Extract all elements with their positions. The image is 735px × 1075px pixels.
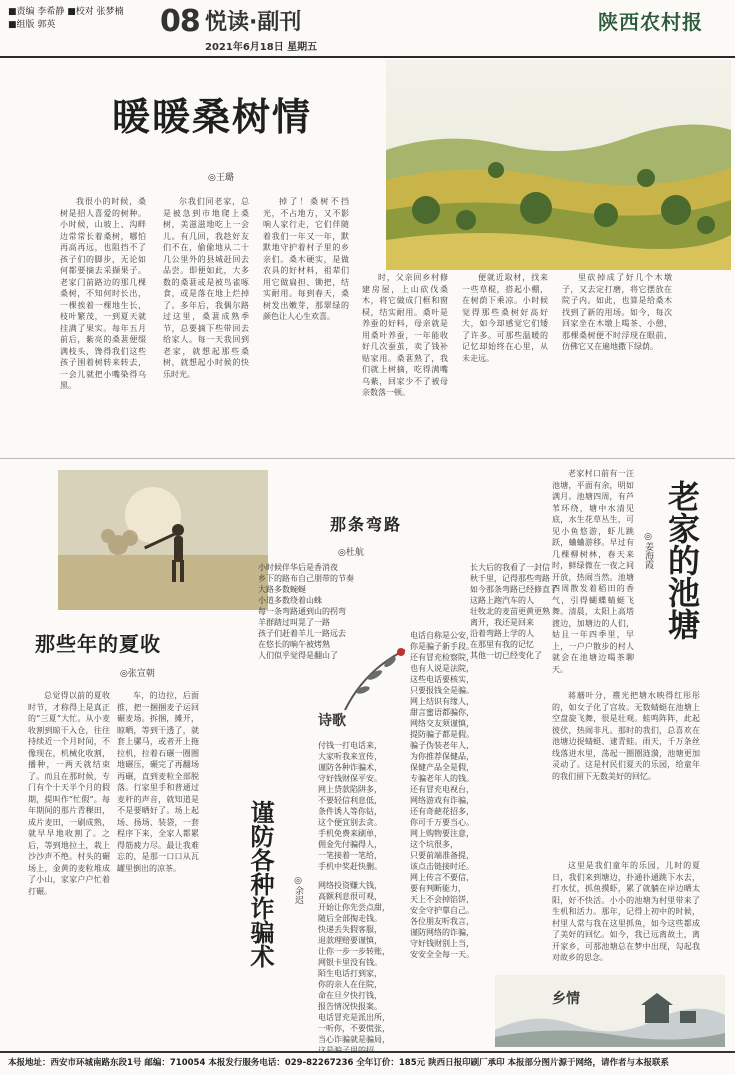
chitang-paragraph: 蒋蘑叶分，禮光把塘水映得红彤彤的，如女子化了宫妆。无数蜻蜓在池塘上空盘旋飞舞，很是壮观。蛙鸣阵阵，此起彼伏，热闹非凡。那时的我们，总喜欢在池塘边捉蜻蜓、逮青蛙。雨天，千万条丝线落进水里，荡起一圈圈涟漪，池塘更加灵动了。这是村民们夏天的乐园，给童年的我们留下无数美好的回忆。	[552, 691, 700, 781]
zhapian-column-1	[318, 740, 398, 872]
sang-paragraph: 我很小的时候，桑树是招人喜爱的树种。小时候，山坡上、沟畔边常常长着桑树，哪怕再高再远，也阻挡不了孩子们的脚步，无论如何都要摘去采撷果子。老家门前路边的那几棵桑树，不知何时长出，一棵挨着一棵地生长，枝叶繁茂，一到夏天就挂满了果实。每年五月前后，紫亮的桑葚便缀满枝头，馋得我们这些孩子围着树转来转去，一会儿就把小嘴染得乌黑。	[60, 197, 146, 390]
poem-line: 付钱一打电话来，	[318, 741, 382, 750]
poem-line: 在悠长的晌午被烤熟	[258, 640, 330, 649]
poem-line: 这个坑很多，	[410, 840, 458, 849]
poem-line: 守好钱财保平安。	[318, 774, 382, 783]
article-title-sang: 暖暖桑树情	[112, 95, 313, 139]
poem-line: 离开，我还是回来	[470, 618, 534, 627]
poem-line: 甜言蜜语都骗你，	[410, 708, 474, 717]
sang-paragraph: 里砍掉成了好几个木墩子，又去定打磨，将它摆放在院子内。如此，也算是给桑木找到了新的用场。如今，每次回家坐在木墩上喝茶、小憩，那棵桑树便不时浮现在眼前，仿佛它又在遍地撒下绿荫。	[562, 273, 672, 351]
poem-line: 各位朋友听我言，	[410, 917, 474, 926]
article-title-wanlu: 那条弯路	[330, 515, 403, 534]
sang-column-3	[263, 196, 349, 451]
poem-line: 在那里有我的记忆	[470, 640, 534, 649]
poem-line: 陌生电话打到家，	[318, 969, 382, 978]
sang-column-1	[60, 196, 146, 451]
page-number: 08	[160, 4, 200, 39]
sang-paragraph: 尔我们同老家，总是被急到市地爬上桑树，美滋滋地吃上一会儿。有几回，我趁好友们不在，偷偷地从二十几公里外的县城赶回去品尝。即便如此，大多数的桑葚或是被鸟雀啄食，或是落在地上烂掉了。多年后，我偶尔路过这里，桑葚成熟季节，总要摘下些带回去给家人。每一天我回到老家，就想起那些桑树，就想起小时候的快乐时光。	[163, 197, 249, 379]
poem-line: 网上贷款陷阱多，	[318, 785, 382, 794]
xiangqing-label: 乡情	[552, 991, 580, 1007]
harvest-illustration	[58, 470, 268, 610]
layout-credit: ■组版 郭英	[8, 20, 56, 30]
poem-line: 只要报钱全是骗。	[410, 686, 474, 695]
masthead-credits	[8, 6, 124, 32]
poem-line: 大路多数蜿蜒	[258, 585, 306, 594]
poem-line: 小时候伴华后是香消夜	[258, 563, 338, 572]
poem-line: 专骗老年人的钱。	[410, 774, 474, 783]
poem-line: 这个便宜别去贪。	[318, 818, 382, 827]
poem-line: 为你推荐保健品，	[410, 752, 474, 761]
section-divider	[0, 458, 735, 459]
poem-line: 羊群踏过叫晃了一路	[258, 618, 330, 627]
sang-paragraph: 掉了！桑树不挡光，不占地方，又不影响人家行走，它们伴随着我们一年又一年，默默地守护着村子里的乡亲们。桑木硬实，是做农具的好材料，祖辈们用它做扁担、锄把，结实耐用。每到春天，桑树发出嫩芽，那翠绿的颜色让人心生欢喜。	[263, 197, 349, 321]
poem-line: 每一条弯路通到山的拐弯	[258, 607, 346, 616]
poem-line: 一笔接着一笔给，	[318, 851, 382, 860]
poem-line: 也有人说是法院，	[410, 664, 474, 673]
xiashou-column-2	[117, 690, 199, 1045]
poem-line: 沿着弯路上学的人	[470, 629, 534, 638]
poem-line: 网络游戏有诈骗，	[410, 796, 474, 805]
article-title-xiashou: 那些年的夏收	[35, 632, 161, 656]
zhapian-column-2	[318, 880, 398, 1056]
poem-line: 壮牧北的麦苗更黄更熟	[470, 607, 550, 616]
poem-line: 人们似乎觉得是翻山了	[258, 651, 338, 660]
poem-line: 安安全全每一天。	[410, 950, 474, 959]
xiashou-paragraph: 总觉得以前的夏收时节，才称得上是真正的“三夏”大忙。从小麦收割到晾干入仓，往往持续近一个月时间，不像现在，机械化收割，播种，一两天就结束了。而且在那时候，专门有个十天半个月的假期，提叫作“忙假”。每年期间的那片青稞田，成片麦田，一刷成熟，就早早地收割了。之后，等到地拉土，栽上沙沙声不绝。村头的碾场上，金黄的麦粒堆成了小山，家家户户忙着打碾。	[28, 691, 110, 896]
poem-line: 你是骗子新手段。	[410, 642, 474, 651]
sang-column-5	[462, 272, 548, 452]
poem-line: 命在旦夕快打钱，	[318, 991, 382, 1000]
poem-line: 大家听我来宣传，	[318, 752, 382, 761]
poem-line: 网上结识有缘人，	[410, 697, 474, 706]
poem-line: 天上不会掉馅饼，	[410, 895, 474, 904]
poem-line: 该点击链接时还。	[410, 862, 474, 871]
poem-line: 电话冒充是派出所，	[318, 1013, 390, 1022]
poem-line: 电话自称是公安，	[410, 631, 474, 640]
poem-line: 还有冒充检察院，	[410, 653, 474, 662]
poem-line: 小道多数绕着山蛛	[258, 596, 322, 605]
byline-xiashou: ◎张宣朝	[120, 669, 155, 679]
poem-line: 骗子伪装老年人，	[410, 741, 474, 750]
poem-line: 只要前端准备提，	[410, 851, 474, 860]
poem-line: 一听你，不要慌张，	[318, 1024, 390, 1033]
sang-column-4	[362, 272, 448, 452]
poem-line: 网络投资赚大钱，	[318, 881, 382, 890]
poem-line: 如今那条弯路已经修直了	[470, 585, 558, 594]
poem-line: 网银卡里没有钱。	[318, 958, 382, 967]
xiashou-column-1	[28, 690, 110, 1045]
poem-line: 守好钱财别上当，	[410, 939, 474, 948]
poem-line: 手机免费来刷单，	[318, 829, 382, 838]
poem-line: 这些电话要核实，	[410, 675, 474, 684]
poem-line: 让你一步一步转账，	[318, 947, 390, 956]
poem-line: 网上传言不要信，	[410, 873, 474, 882]
poem-line: 乡下的路布自己朋带的节奏	[258, 574, 354, 583]
article-title-zhapian: 谨防各种诈骗术	[246, 800, 274, 968]
chitang-paragraph: 老家村口前有一汪池塘，平面有余，明如满月。池塘四周，有芦苇环绕，塘中水清见底，水生花草丛生，可见小鱼悠游，虾儿跳跃，蛐蛐游移。早过有几棵柳树林，春天来时，鲜绿微在一夜之间开放，热闹当然。池塘四周散发着稻田的香气，引得蝴蝶蜻蜓飞舞。清晨，太阳上高塔渡边，加塘边的人们，姑且一年四季里，早上，一户户散步的村人就会在池塘边喝茶聊天。	[552, 469, 634, 674]
chitang-column-1	[552, 468, 634, 686]
issue-date: 2021年6月18日 星期五	[205, 42, 318, 53]
zhapian-column-3	[410, 630, 482, 960]
poem-line: 当心诈骗就是骗局，	[318, 1035, 390, 1044]
poem-line: 秋千里，记得那些弯路	[470, 574, 550, 583]
landscape-illustration	[386, 60, 731, 270]
hometown-illustration	[495, 975, 725, 1047]
paper-logo: 陕西农村报	[598, 10, 703, 34]
poem-line: 谨防网络的诈骗，	[410, 928, 474, 937]
xiashou-paragraph: 车，的边拉，后面推，把一捆捆麦子运回碾麦场。拆捆，摊开，晾晒，等到干透了，就套上骡马，或者开上拖拉机，拉着石碾一圈圈地碾压，碾完了再翻场再碾，直到麦粒全部脱落。行家里手和普通过麦秆的声音，就知道是不是要晒好了。场上起场、扬场、装袋，一套程序下来，全家人都累得筋疲力尽。最让我难忘的，是那一口口从瓦罐里倒出的凉茶。	[117, 691, 199, 873]
poem-line: 安全守护靠自己。	[410, 906, 474, 915]
poem-line: 开始让你先尝点甜，	[318, 903, 390, 912]
sang-column-6	[562, 272, 672, 452]
poem-line: 谨防各种诈骗术，	[318, 763, 382, 772]
poem-line: 还有奇葩花招多，	[410, 807, 474, 816]
poem-line: 还有冒充电视台，	[410, 785, 474, 794]
poem-line: 其他一切已经变化了	[470, 651, 542, 660]
byline-chitang: ◎姜海霞	[643, 532, 653, 569]
poem-line: 条件诱人等你钻，	[318, 807, 382, 816]
poem-line: 随后全部掏走钱。	[318, 914, 382, 923]
poem-line: 保健产品全是假，	[410, 763, 474, 772]
article-title-chitang: 老家的池塘	[663, 480, 701, 640]
poem-line: 快递丢失假客服，	[318, 925, 382, 934]
poem-line: 网络交友须谨慎，	[410, 719, 474, 728]
poem-line: 佣金先付骗得人，	[318, 840, 382, 849]
byline-sang: ◎王璐	[208, 173, 234, 183]
editor-credit: ■责编 李希静 ■校对 张梦楠	[8, 7, 124, 17]
poem-line: 你的亲人在住院，	[318, 980, 382, 989]
poetry-label: 诗歌	[318, 713, 346, 729]
poem-line: 高额利息很可观，	[318, 892, 382, 901]
poem-line: 提防骗子都是假。	[410, 730, 474, 739]
chitang-column-2	[552, 690, 700, 855]
poem-line: 这路上跑汽车的人	[470, 596, 534, 605]
sang-paragraph: 便就近取材，找来一些草棍，搭起小棚，在树荫下乘凉。小时候觉得那些桑树好高好大，如今却感觉它们矮了许多。可那些温暖的记忆却始终在心里，从未走远。	[462, 273, 548, 363]
poem-line: 你可千万要当心。	[410, 818, 474, 827]
sang-paragraph: 时，父亲回乡村修建房屋，上山砍伐桑木，将它做成门框和窗棂，结实耐用。桑叶是养蚕的好料，母亲就是用桑叶养蚕，一年能收好几次蚕茧，卖了钱补贴家用。桑葚熟了，我们就上树摘，吃得满嘴乌紫，回家少不了被母亲数落一顿。	[362, 273, 448, 397]
section-title: 悦读·副刊	[205, 10, 302, 35]
sang-column-2	[163, 196, 249, 451]
masthead-rule	[0, 56, 735, 58]
poem-line: 报告情况快报案。	[318, 1002, 382, 1011]
chitang-column-3	[552, 860, 700, 972]
poem-line: 长大后的我看了一封信	[470, 563, 550, 572]
poem-line: 手机中奖赶快删。	[318, 862, 382, 871]
byline-zhapian: ◎余迟	[293, 876, 303, 904]
poem-line: 退款理赔要谨慎，	[318, 936, 382, 945]
poem-line: 不要轻信利息低，	[318, 796, 382, 805]
byline-wanlu: ◎杜航	[338, 548, 364, 558]
poem-line: 要有判断能力，	[410, 884, 466, 893]
footer-text: 本报地址：西安市环城南路东段1号 邮编：710054 本报发行服务电话：029-82267236 全年订价：185元 陕西日报印刷厂承印 本报部分图片源于网络，请作者与本报联系	[8, 1058, 670, 1068]
poem-line: 孩子们赶着羊儿一路远去	[258, 629, 346, 638]
chitang-paragraph: 这里是我们童年的乐园，儿时的夏日，我们来到塘边，扑通扑通跳下水去，打水仗，抓鱼摸虾，累了就躺在岸边晒太阳，好不快活。小小的池塘为村里带来了生机和活力。那年，记得上初中的时候，村里人常与我在这里抓鱼，如今这些都成了美好的回忆。如今，我已远离故土，离开家乡，可那池塘总在梦中出现，勾起我对故乡的思念。	[552, 861, 700, 962]
footer-bar	[0, 1051, 735, 1075]
poem-line: 网上购物要注意，	[410, 829, 474, 838]
